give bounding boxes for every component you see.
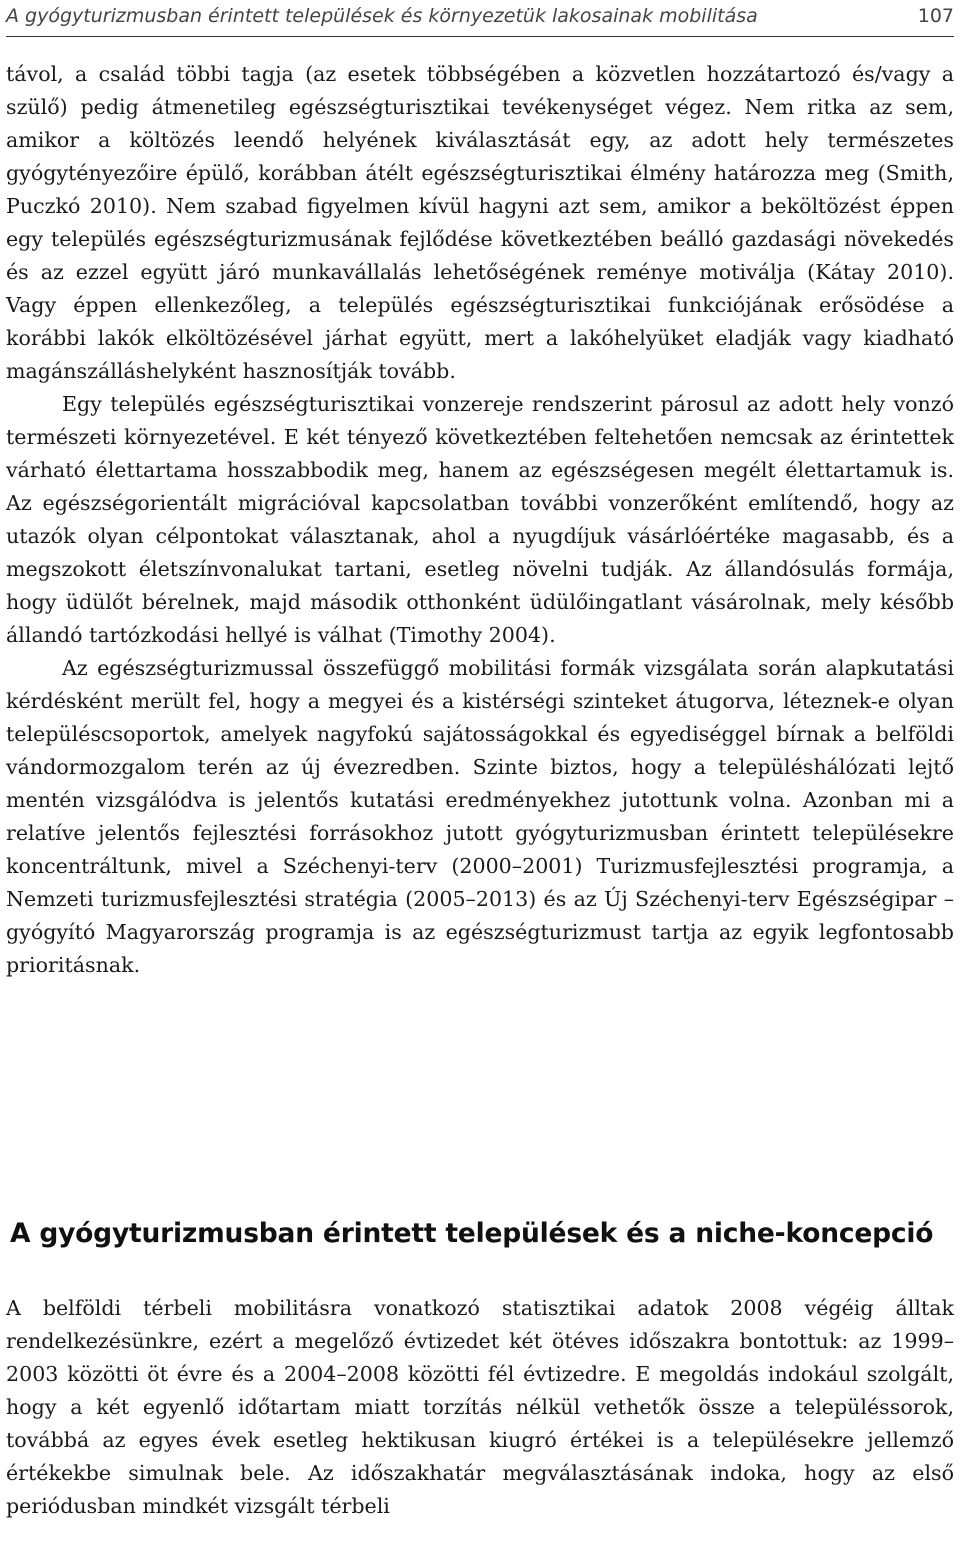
paragraph: A belföldi térbeli mobilitásra vonatkozó statisztikai adatok 2008 végéig álltak rendelkezésünkre, ezért a megelőző évtizedet két ötéves időszakra bontottuk: az 1999–2003 közötti öt évre és a 2004–2008 közötti fél évtizedre. E megoldás indokául szolgált, hogy a két egyenlő időtartam miatt torzítás nélkül vethetők össze a településsorok, továbbá az egyes évek esetleg hektikusan kiugró értékei is a településekre jellemző értékekbe simulnak bele. Az időszakhatár megválasztásának indoka, hogy az első periódusban mindkét vizsgált térbeli <box>6 1296 954 1518</box>
body-text-before-heading <box>6 58 954 982</box>
body-text-after-heading <box>6 1292 954 1523</box>
paragraph: Egy település egészségturisztikai vonzereje rendszerint párosul az adott hely vonzó természeti környezetével. E két tényező következtében feltehetően nemcsak az érintettek várható élettartama hosszabbodik meg, hanem az egészségesen megélt élettartamuk is. Az egészségorientált migrációval kapcsolatban további vonzerőként említendő, hogy az utazók olyan célpontokat választanak, ahol a nyugdíjuk vásárlóértéke magasabb, és a megszokott életszínvonalukat tartani, esetleg növelni tudják. Az állandósulás formája, hogy üdülőt bérelnek, majd második otthonként üdülőingatlant vásárolnak, mely később állandó tartózkodási hellyé is válhat (Timothy 2004). <box>6 392 954 647</box>
paragraph: Az egészségturizmussal összefüggő mobilitási formák vizsgálata során alapkutatási kérdésként merült fel, hogy a megyei és a kistérségi szinteket átugorva, léteznek-e olyan településcsoportok, amelyek nagyfokú sajátosságokkal és egyediséggel bírnak a belföldi vándormozgalom terén az új évezredben. Szinte biztos, hogy a településhálózati lejtő mentén vizsgálódva is jelentős kutatási eredményekhez jutottunk volna. Azonban mi a relatíve jelentős fejlesztési forrásokhoz jutott gyógyturizmusban érintett településekre koncentráltunk, mivel a Széchenyi-terv (2000–2001) Turizmusfejlesztési programja, a Nemzeti turizmusfejlesztési stratégia (2005–2013) és az Új Széchenyi-terv Egészségipar – gyógyító Magyarország programja is az egészségturizmust tartja az egyik legfontosabb prioritásnak. <box>6 656 954 977</box>
section-heading: A gyógyturizmusban érintett települések és a niche-koncepció <box>10 1218 934 1249</box>
running-header <box>6 2 954 37</box>
paragraph: távol, a család többi tagja (az esetek többségében a közvetlen hozzátartozó és/vagy a szülő) pedig átmenetileg egészségturisztikai tevékenységet végez. Nem ritka az sem, amikor a költözés leendő helyének kiválasztását egy, az adott hely természetes gyógytényezőire épülő, korábban átélt egészségturisztikai élmény határozza meg (Smith, Puczkó 2010). Nem szabad figyelmen kívül hagyni azt sem, amikor a beköltözést éppen egy település egészségturizmusának fejlődése következtében beálló gazdasági növekedés és az ezzel együtt járó munkavállalás lehetőségének reménye motiválja (Kátay 2010). Vagy éppen ellenkezőleg, a település egészségturisztikai funkciójának erősödése a korábbi lakók elköltözésével járhat együtt, mert a lakóhelyüket eladják vagy kiadható magánszálláshelyként hasznosítják tovább. <box>6 62 954 383</box>
page-number: 107 <box>917 5 954 27</box>
running-title: A gyógyturizmusban érintett települések és környezetük lakosainak mobilitása <box>6 5 758 27</box>
